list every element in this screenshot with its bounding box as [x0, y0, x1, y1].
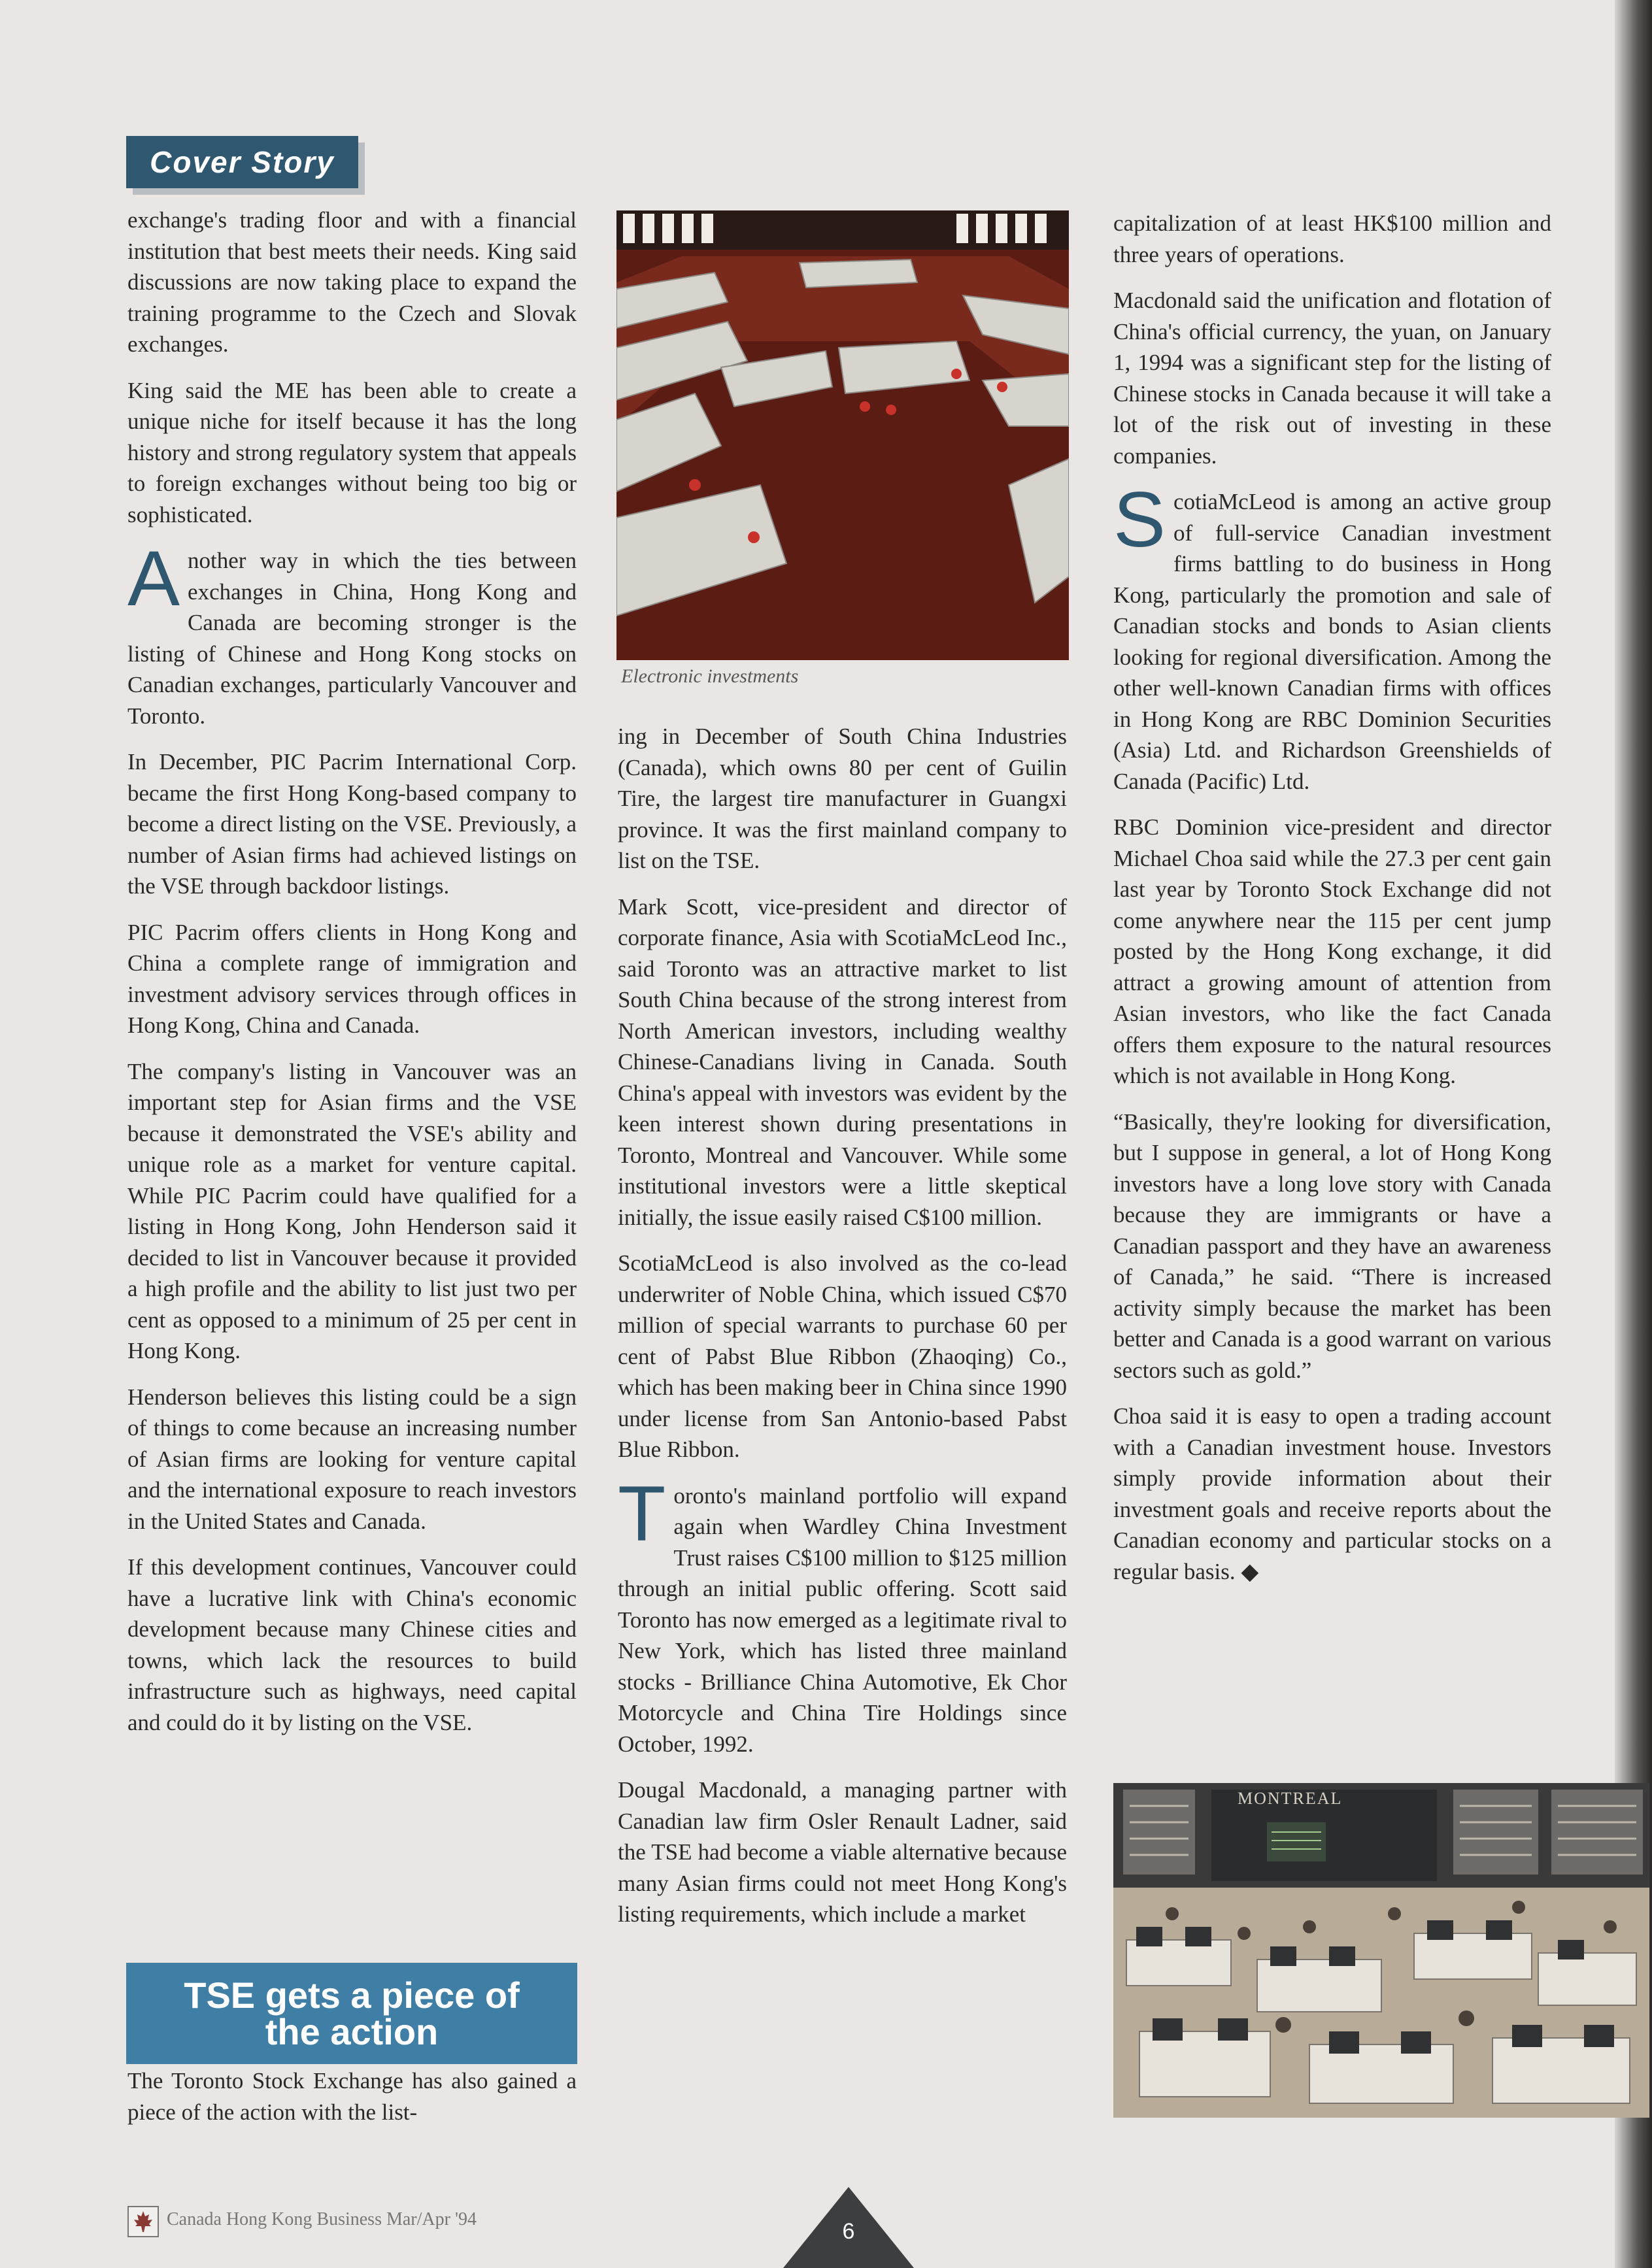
drop-cap: A — [127, 535, 180, 622]
paragraph-dropcap — [618, 1469, 1067, 1760]
page-number: 6 — [842, 2219, 855, 2244]
paragraph: PIC Pacrim offers clients in Hong Kong and China a complete range of immigration and investment advisory services through offices in Hong Kong, China and Canada. — [127, 919, 577, 1038]
paragraph: Dougal Macdonald, a managing partner with Canadian law firm Osler Renault Ladner, said the TSE had become a viable alternative because many Asian firms could not meet Hong Kong's listing requirements, which include a market — [618, 1777, 1067, 1927]
column-3 — [1113, 208, 1551, 1602]
paragraph-text: Choa said it is easy to open a trading account with a Canadian investment house. Investors simply provide information about their investment goals and receive reports about the Canadian economy and particular stocks on a regular basis. — [1113, 1403, 1551, 1584]
paragraph: King said the ME has been able to create a unique niche for itself because it has the long history and strong regulatory system that appeals to foreign exchanges without being too big or sophisticated. — [127, 377, 577, 527]
montreal-exchange-photo — [1113, 1783, 1649, 2118]
paragraph: In December, PIC Pacrim International Corp. became the first Hong Kong-based company to become a direct listing on the VSE. Previously, a number of Asian firms had achieved listings on the VSE through backdoor listings. — [127, 749, 577, 899]
sidebar-title-line2: the action — [265, 2010, 439, 2052]
paragraph: Mark Scott, vice-president and director of corporate finance, Asia with ScotiaMcLeod Inc., said Toronto was an attractive market to list South China because of the strong interest from North American investors, including wealthy Chinese-Canadians living in Canada. South China's appeal with investors was evident by the keen interest shown during presentations in Toronto, Montreal and Vancouver. While some institutional investors were a little skeptical initially, the issue easily raised C$100 million. — [618, 893, 1067, 1230]
drop-cap: T — [618, 1469, 666, 1558]
footer-publication: Canada Hong Kong Business Mar/Apr '94 — [167, 2209, 477, 2229]
sidebar-title-line1: TSE gets a piece of — [184, 1974, 520, 2016]
photo-caption: Electronic investments — [621, 665, 799, 687]
column-1 — [127, 205, 577, 1753]
section-kicker: Cover Story — [126, 136, 358, 188]
paragraph: ScotiaMcLeod is also involved as the co-lead underwriter of Noble China, which issued C$70 million of special warrants to purchase 60 per cent of Pabst Blue Ribbon (Zhaoqing) Co., which has been making beer in China since 1990 under license from San Antonio-based Pabst Blue Ribbon. — [618, 1250, 1067, 1462]
exchange-board-sign: MONTREAL — [1238, 1789, 1343, 1808]
paragraph-text: cotiaMcLeod is among an active group of full-service Canadian investment firms battling to do business in Hong Kong, particularly the promotion and sale of Canadian stocks and bonds to Asian clients looking for regional diversification. Among the other well-known Canadian firms with offices in Hong Kong are RBC Dominion Securities (Asia) Ltd. and Richardson Greenshields of Canada (Pacific) Ltd. — [1113, 489, 1551, 794]
sidebar-body: The Toronto Stock Exchange has also gained a piece of the action with the list- — [127, 2068, 577, 2125]
paragraph: “Basically, they're looking for diversification, but I suppose in general, a lot of Hong Kong investors have a long love story with Canada because they are immigrants or have a Canadian passport and they have an awareness of Canada,” he said. “There is increased activity simply because the market has been better and Canada is a good warrant on various sectors such as gold.” — [1113, 1109, 1551, 1383]
paragraph: ing in December of South China Industries (Canada), which owns 80 per cent of Guilin Tire, the largest tire manufacturer in Guangxi province. It was the first mainland company to list on the TSE. — [618, 724, 1067, 873]
sidebar-heading — [126, 1963, 577, 2064]
paragraph: capitalization of at least HK$100 million and three years of operations. — [1113, 210, 1551, 267]
end-mark-icon: ◆ — [1241, 1558, 1259, 1584]
drop-cap: S — [1113, 476, 1166, 563]
maple-leaf-logo-icon — [127, 2206, 159, 2237]
column-2 — [618, 721, 1067, 1945]
paragraph-text: oronto's mainland portfolio will expand again when Wardley China Investment Trust raises C$100 million to $125 million through an initial public offering. Scott said Toronto has now emerged as a legitimate rival to New York, which has listed three mainland stocks - Brilliance China Automotive, Ek Chor Motorcycle and China Tire Holdings since October, 1992. — [618, 1482, 1067, 1757]
paragraph: The company's listing in Vancouver was an important step for Asian firms and the VSE because it demonstrated the VSE's ability and unique role as a market for venture capital. While PIC Pacrim could have qualified for a listing in Hong Kong, John Henderson said it decided to list in Vancouver because it provided a high profile and the ability to list just two per cent as opposed to a minimum of 25 per cent in Hong Kong. — [127, 1058, 577, 1363]
paragraph: exchange's trading floor and with a financial institution that best meets their needs. King said discussions are now taking place to expand the training programme to the Czech and Slovak exchanges. — [127, 207, 577, 357]
paragraph: If this development continues, Vancouver could have a lucrative link with China's economic development because many Chinese cities and towns, which lack the resources to build infrastructure such as highways, need capital and could do it by listing on the VSE. — [127, 1554, 577, 1735]
paragraph-dropcap — [127, 535, 577, 731]
paragraph-text: nother way in which the ties between exchanges in China, Hong Kong and Canada are becoming stronger is the listing of Chinese and Hong Kong stocks on Canadian exchanges, particularly Vancouver and Toronto. — [127, 548, 577, 729]
paragraph-dropcap — [1113, 476, 1551, 797]
trading-floor-photo — [616, 210, 1069, 660]
paragraph: RBC Dominion vice-president and director Michael Choa said while the 27.3 per cent gain last year by Toronto Stock Exchange did not come anywhere near the 115 per cent jump posted by the Hong Kong exchange, it did attract a growing amount of attention from Asian investors, who like the fact Canada offers them exposure to the natural resources which is not available in Hong Kong. — [1113, 814, 1551, 1088]
paragraph: Macdonald said the unification and flotation of China's official currency, the yuan, on January 1, 1994 was a significant step for the listing of Chinese stocks in Canada because it will take a lot of the risk out of investing in these companies. — [1113, 288, 1551, 469]
paragraph: Henderson believes this listing could be a sign of things to come because an increasing number of Asian firms are looking for venture capital and the international exposure to reach investors in the United States and Canada. — [127, 1384, 577, 1534]
paragraph — [1113, 1401, 1551, 1587]
